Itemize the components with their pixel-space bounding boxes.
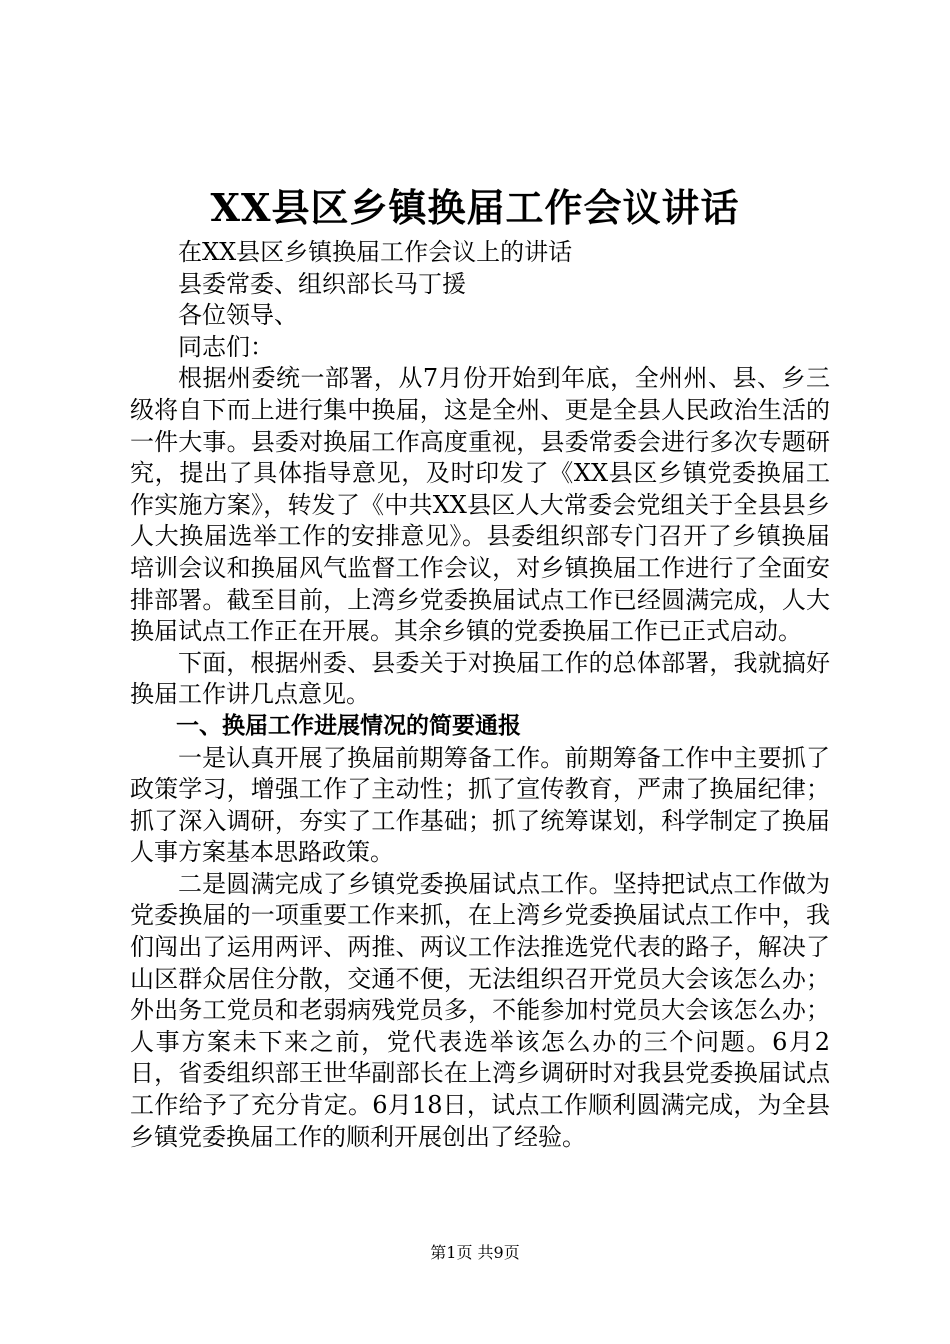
body-paragraph: 一是认真开展了换届前期筹备工作。前期筹备工作中主要抓了政策学习，增强工作了主动性；抓了宣传教育，严肃了换届纪律；抓了深入调研，夯实了工作基础；抓了统筹谋划，科学制定了换届人事方案基本思路政策。 — [130, 743, 830, 867]
document-title: XX县区乡镇换届工作会议讲话 — [210, 185, 740, 230]
section-heading: 一、换届工作进展情况的简要通报 — [176, 712, 521, 739]
page-footer: 第1页 共9页 — [430, 1243, 520, 1262]
speaker-line: 县委常委、组织部长马丁援 — [178, 269, 466, 298]
body-paragraph: 下面，根据州委、县委关于对换届工作的总体部署，我就搞好换届工作讲几点意见。 — [130, 648, 830, 709]
salutation-comrades: 同志们： — [178, 332, 274, 361]
speech-title-line: 在XX县区乡镇换届工作会议上的讲话 — [178, 238, 573, 266]
salutation-leaders: 各位领导、 — [178, 301, 298, 330]
body-paragraph: 根据州委统一部署，从7月份开始到年底，全州州、县、乡三级将自下而上进行集中换届，这是全州、更是全县人民政治生活的一件大事。县委对换届工作高度重视，县委常委会进行多次专题研究，提出了具体指导意见，及时印发了《XX县区乡镇党委换届工作实施方案》，转发了《中共XX县区人大常委会党组关于全县县乡人大换届选举工作的安排意见》。县委组织部专门召开了乡镇换届培训会议和换届风气监督工作会议，对乡镇换届工作进行了全面安排部署。截至目前，上湾乡党委换届试点工作已经圆满完成，人大换届试点工作正在开展。其余乡镇的党委换届工作已正式启动。 — [130, 364, 830, 646]
document-body — [130, 237, 830, 1153]
body-paragraph: 二是圆满完成了乡镇党委换届试点工作。坚持把试点工作做为党委换届的一项重要工作来抓，在上湾乡党委换届试点工作中，我们闯出了运用两评、两推、两议工作法推选党代表的路子，解决了山区群众居住分散，交通不便，无法组织召开党员大会该怎么办；外出务工党员和老弱病残党员多，不能参加村党员大会该怎么办；人事方案未下来之前，党代表选举该怎么办的三个问题。6月2日，省委组织部王世华副部长在上湾乡调研时对我县党委换届试点工作给予了充分肯定。6月18日，试点工作顺利圆满完成，为全县乡镇党委换届工作的顺利开展创出了经验。 — [130, 869, 830, 1151]
